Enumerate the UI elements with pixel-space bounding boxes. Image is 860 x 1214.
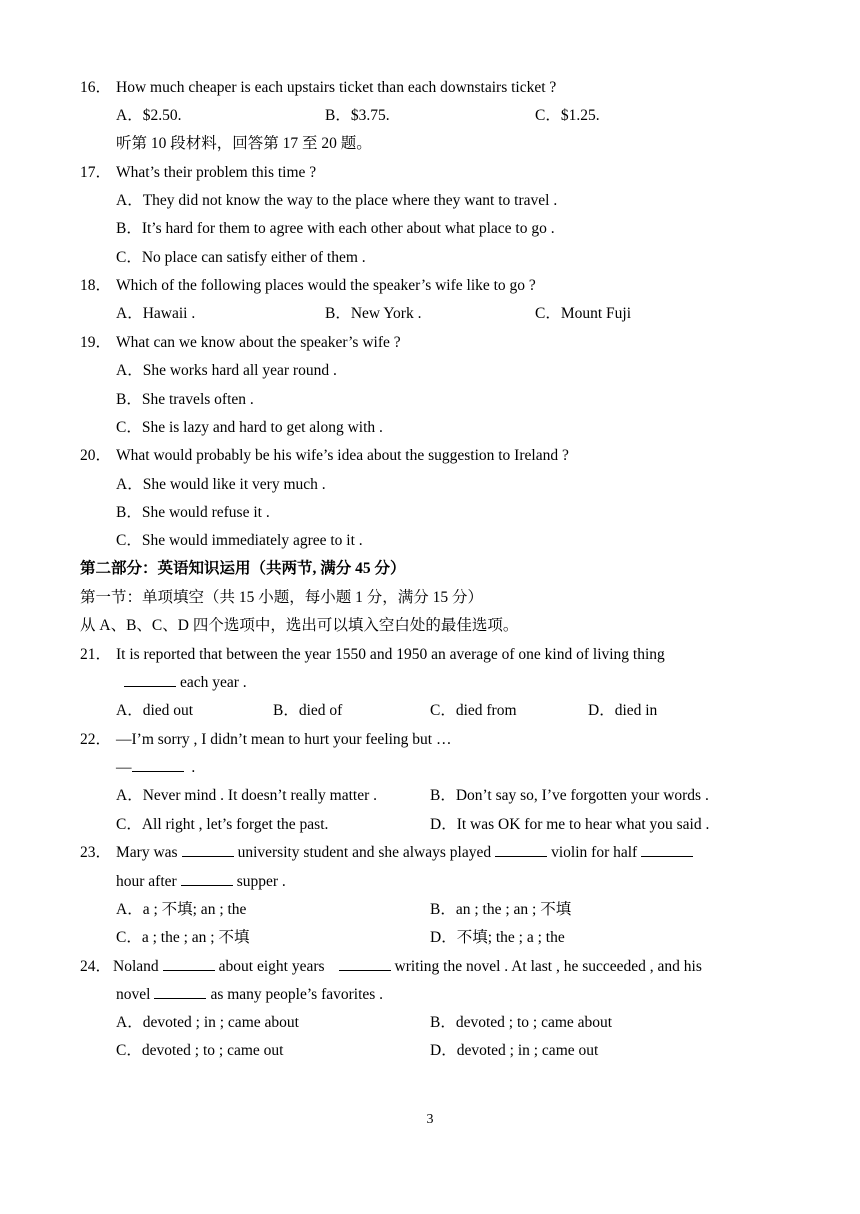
- text-part: Noland: [113, 958, 159, 975]
- text-part: supper .: [236, 873, 286, 890]
- text-part: Mary was: [116, 844, 178, 861]
- question-text: It is reported that between the year 1550 and 1950 an average of one kind of living thing: [116, 646, 665, 663]
- option-c: C．Mount Fuji: [535, 305, 632, 322]
- option-b: B．New York .: [325, 305, 422, 322]
- question-number: 23．: [80, 844, 112, 861]
- question-text: What’s their problem this time ?: [116, 164, 317, 181]
- question-number: 22．: [80, 731, 112, 748]
- question-text-tail: each year .: [180, 674, 247, 691]
- option-text: A．They did not know the way to the place where they want to travel .: [116, 192, 558, 209]
- option-b: B．died of: [273, 702, 343, 719]
- question-number: 17．: [80, 164, 112, 181]
- answer-blank: [339, 956, 391, 971]
- question-text: Which of the following places would the speaker’s wife like to go ?: [116, 277, 536, 294]
- question-number: 21．: [80, 646, 112, 663]
- instruction-text: 从 A、B、C、D 四个选项中，选出可以填入空白处的最佳选项。: [80, 617, 519, 634]
- option-d: D．It was OK for me to hear what you said .: [430, 816, 710, 833]
- option-a: A．Never mind . It doesn’t really matter .: [116, 787, 377, 804]
- text-part: university student and she always played: [237, 844, 492, 861]
- answer-blank: [132, 757, 184, 772]
- option-text: C．She is lazy and hard to get along with .: [116, 419, 383, 436]
- text-part: hour after: [116, 873, 177, 890]
- answer-blank: [182, 842, 234, 857]
- period: .: [191, 759, 196, 776]
- option-c: C．All right , let’s forget the past.: [116, 816, 329, 833]
- answer-blank: [641, 842, 693, 857]
- question-text: [116, 871, 286, 893]
- option-d: D．不填; the ; a ; the: [430, 929, 565, 946]
- option-d: D．devoted ; in ; came out: [430, 1042, 599, 1059]
- text-part: novel: [116, 986, 151, 1003]
- answer-blank: [495, 842, 547, 857]
- answer-blank: [124, 672, 176, 687]
- option-b: B．Don’t say so, I’ve forgotten your words .: [430, 787, 709, 804]
- option-a: A．a ; 不填; an ; the: [116, 901, 247, 918]
- answer-blank: [163, 956, 215, 971]
- text-part: violin for half: [551, 844, 638, 861]
- heading-text: 第二部分：英语知识运用（共两节, 满分 45 分）: [80, 560, 406, 577]
- question-text: —I’m sorry , I didn’t mean to hurt your feeling but …: [116, 731, 452, 748]
- option-b: B．devoted ; to ; came about: [430, 1014, 613, 1031]
- option-b: B．$3.75.: [325, 107, 390, 124]
- question-number: 20．: [80, 447, 112, 464]
- option-a: A．Hawaii .: [116, 305, 196, 322]
- option-text: B．She would refuse it .: [116, 504, 270, 521]
- option-d: D．died in: [588, 702, 658, 719]
- question-text: How much cheaper is each upstairs ticket than each downstairs ticket ?: [116, 79, 557, 96]
- option-text: A．She would like it very much .: [116, 476, 326, 493]
- option-c: C．died from: [430, 702, 517, 719]
- question-number: 16．: [80, 79, 112, 96]
- question-text: [116, 842, 697, 864]
- dash: —: [116, 759, 132, 776]
- answer-blank: [181, 871, 233, 886]
- option-text: C．No place can satisfy either of them .: [116, 249, 366, 266]
- option-a: A．died out: [116, 702, 194, 719]
- text-part: about eight years: [218, 958, 325, 975]
- option-text: A．She works hard all year round .: [116, 362, 337, 379]
- option-a: A．$2.50.: [116, 107, 182, 124]
- response-line: [116, 757, 195, 779]
- option-text: C．She would immediately agree to it .: [116, 532, 363, 549]
- question-number: 18．: [80, 277, 112, 294]
- question-text: [116, 984, 383, 1006]
- option-c: C．a ; the ; an ; 不填: [116, 929, 250, 946]
- question-text: What would probably be his wife’s idea about the suggestion to Ireland ?: [116, 447, 569, 464]
- option-b: B．an ; the ; an ; 不填: [430, 901, 572, 918]
- question-text: [113, 956, 702, 978]
- text-part: writing the novel . At last , he succeeded , and his: [394, 958, 702, 975]
- option-text: B．It’s hard for them to agree with each other about what place to go .: [116, 220, 555, 237]
- option-c: C．$1.25.: [535, 107, 600, 124]
- option-a: A．devoted ; in ; came about: [116, 1014, 299, 1031]
- answer-blank: [154, 984, 206, 999]
- heading-text: 第一节：单项填空（共 15 小题，每小题 1 分，满分 15 分）: [80, 589, 484, 606]
- option-c: C．devoted ; to ; came out: [116, 1042, 284, 1059]
- option-text: B．She travels often .: [116, 391, 254, 408]
- question-text: [120, 672, 247, 694]
- question-number: 19．: [80, 334, 112, 351]
- instruction-text: 听第 10 段材料，回答第 17 至 20 题。: [116, 135, 372, 152]
- text-part: as many people’s favorites .: [210, 986, 384, 1003]
- page-number: 3: [426, 1112, 434, 1127]
- question-text: What can we know about the speaker’s wife ?: [116, 334, 401, 351]
- question-number: 24．: [80, 958, 112, 975]
